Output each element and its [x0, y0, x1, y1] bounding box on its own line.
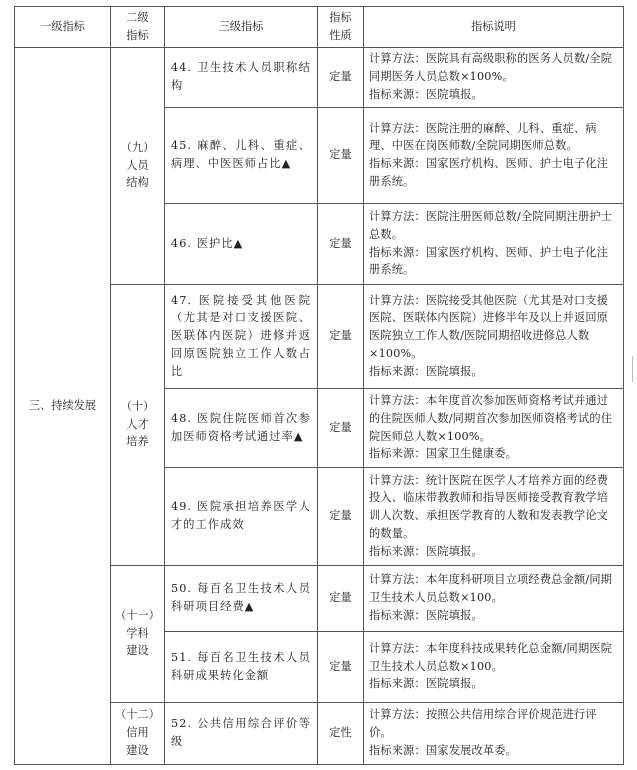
- indicator-table-wrapper: [14, 6, 623, 765]
- indicator-description: 计算方法：本年度首次参加医师资格考试并通过的住院医师人数/同期首次参加医师资格考试的住院医师总人数×100%。 指标来源：国家卫生健康委。: [364, 388, 624, 467]
- header-level3: 三级指标: [165, 7, 318, 48]
- indicator-name: 45. 麻醉、儿科、重症、病理、中医医师占比▲: [165, 107, 318, 203]
- indicator-name: 52. 公共信用综合评价等级: [165, 702, 318, 764]
- group-cell-12: （十二） 信用 建设: [111, 702, 165, 764]
- indicator-nature: 定量: [318, 203, 364, 284]
- indicator-nature: 定量: [318, 284, 364, 388]
- header-nature: 指标 性质: [318, 7, 364, 48]
- indicator-nature: 定量: [318, 467, 364, 565]
- group-cell-11: （十一） 学科 建设: [111, 565, 165, 702]
- indicator-nature: 定性: [318, 702, 364, 764]
- indicator-table: [14, 6, 624, 765]
- table-row: [15, 47, 624, 107]
- indicator-description: 计算方法：本年度科技成果转化总金额/同期医院卫生技术人员总数×100。 指标来源：医院填报。: [364, 631, 624, 702]
- indicator-description: 计算方法：本年度科研项目立项经费总金额/同期卫生技术人员总数×100。 指标来源：医院填报。: [364, 565, 624, 631]
- indicator-nature: 定量: [318, 107, 364, 203]
- indicator-nature: 定量: [318, 47, 364, 107]
- indicator-description: 计算方法：统计医院在医学人才培养方面的经费投入、临床带教教师和指导医师接受教育教学培训人次数、承担医学教育的人数和发表教学论文的数量。 指标来源：医院填报。: [364, 467, 624, 565]
- indicator-description: 计算方法：医院注册的麻醉、儿科、重症、病理、中医在岗医师数/全院同期医师总数。 指标来源：国家医疗机构、医师、护士电子化注册系统。: [364, 107, 624, 203]
- indicator-name: 51. 每百名卫生技术人员科研成果转化金额: [165, 631, 318, 702]
- indicator-name: 46. 医护比▲: [165, 203, 318, 284]
- indicator-nature: 定量: [318, 631, 364, 702]
- indicator-nature: 定量: [318, 565, 364, 631]
- header-row: [15, 7, 624, 48]
- indicator-description: 计算方法：医院注册医师总数/全院同期注册护士总数。 指标来源：国家医疗机构、医师、护士电子化注册系统。: [364, 203, 624, 284]
- group-cell-10: （十） 人才 培养: [111, 284, 165, 565]
- group-cell-9: （九） 人员 结构: [111, 47, 165, 284]
- indicator-description: 计算方法：医院具有高级职称的医务人员数/全院同期医务人员总数×100%。 指标来源：医院填报。: [364, 47, 624, 107]
- page-edge-mark: [632, 356, 633, 382]
- indicator-nature: 定量: [318, 388, 364, 467]
- indicator-description: 计算方法：按照公共信用综合评价规范进行评价。 指标来源：国家发展改革委。: [364, 702, 624, 764]
- indicator-name: 47. 医院接受其他医院（尤其是对口支援医院、医联体内医院）进修并返回原医院独立工作人数占比: [165, 284, 318, 388]
- level1-cell: 三、持续发展: [15, 47, 111, 764]
- indicator-name: 49. 医院承担培养医学人才的工作成效: [165, 467, 318, 565]
- header-level1: 一级指标: [15, 7, 111, 48]
- indicator-name: 44. 卫生技术人员职称结构: [165, 47, 318, 107]
- header-level2: 二级 指标: [111, 7, 165, 48]
- indicator-name: 50. 每百名卫生技术人员科研项目经费▲: [165, 565, 318, 631]
- indicator-name: 48. 医院住院医师首次参加医师资格考试通过率▲: [165, 388, 318, 467]
- header-description: 指标说明: [364, 7, 624, 48]
- indicator-description: 计算方法：医院接受其他医院（尤其是对口支援医院、医联体内医院）进修半年及以上并返回原医院独立工作人数/医院同期招收进修总人数×100%。 指标来源：医院填报。: [364, 284, 624, 388]
